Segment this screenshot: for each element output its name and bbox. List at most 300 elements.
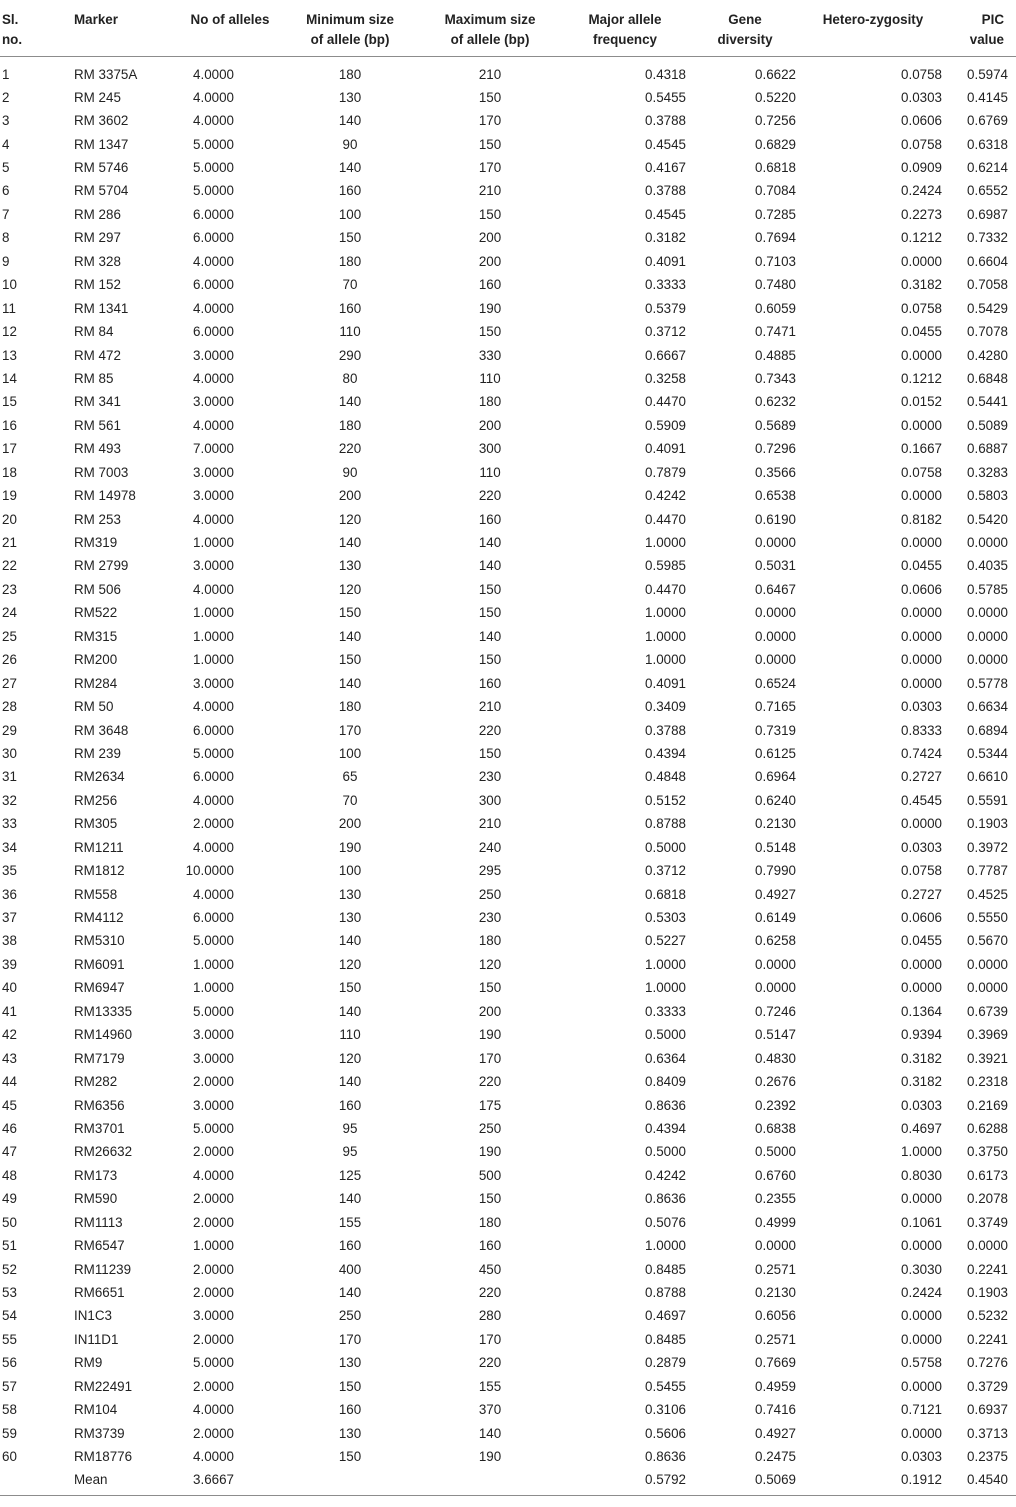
heterozygosity-cell: 0.2727 (901, 886, 942, 902)
pic-value-cell: 0.2241 (967, 1331, 1008, 1347)
min-size-cell: 120 (338, 511, 362, 527)
major-allele-frequency-cell: 1.0000 (645, 1238, 686, 1254)
pic-value-cell: 0.7058 (967, 277, 1008, 293)
min-size-cell: 140 (338, 113, 362, 129)
table-row (0, 1187, 1016, 1210)
heterozygosity-cell: 0.4697 (901, 1120, 942, 1136)
gene-diversity-cell: 0.2571 (755, 1261, 796, 1277)
table-body (0, 56, 1016, 1496)
min-size-cell: 160 (338, 300, 362, 316)
marker-cell: RM13335 (74, 1003, 133, 1019)
no-of-alleles-cell: 4.0000 (193, 581, 234, 597)
max-size-cell: 230 (478, 910, 502, 926)
pic-value-cell: 0.6318 (967, 136, 1008, 152)
max-size-cell: 210 (478, 699, 502, 715)
major-allele-frequency-cell: 0.6667 (645, 347, 686, 363)
no-of-alleles-cell: 4.0000 (193, 1167, 234, 1183)
heterozygosity-cell: 0.2273 (901, 206, 942, 222)
min-size-cell (280, 1468, 420, 1496)
table-row (0, 132, 1016, 155)
heterozygosity-cell: 0.4545 (901, 792, 942, 808)
max-size-cell: 220 (478, 1074, 502, 1090)
no-of-alleles-cell: 4.0000 (193, 300, 234, 316)
gene-diversity-cell: 0.2130 (755, 1285, 796, 1301)
min-size-cell: 200 (338, 816, 362, 832)
marker-cell: RM558 (74, 886, 118, 902)
major-allele-frequency-cell: 0.4091 (645, 441, 686, 457)
pic-value-cell: 0.5429 (967, 300, 1008, 316)
min-size-cell: 160 (338, 183, 362, 199)
no-of-alleles-cell: 2.0000 (193, 1191, 234, 1207)
pic-value-cell: 0.0000 (967, 652, 1008, 668)
marker-cell: RM6651 (74, 1285, 125, 1301)
max-size-cell: 150 (478, 980, 502, 996)
min-size-cell: 180 (338, 699, 362, 715)
gene-diversity-cell: 0.7480 (755, 277, 796, 293)
pic-value-cell: 0.2375 (967, 1449, 1008, 1465)
major-allele-frequency-cell: 0.8636 (645, 1191, 686, 1207)
marker-cell: RM256 (74, 792, 118, 808)
max-size-cell: 240 (478, 839, 502, 855)
max-size-cell: 150 (478, 89, 502, 105)
max-size-cell: 160 (478, 675, 502, 691)
no-of-alleles-cell: 2.0000 (193, 816, 234, 832)
table-row (0, 156, 1016, 179)
pic-value-cell: 0.0000 (967, 956, 1008, 972)
heterozygosity-cell: 0.0303 (901, 699, 942, 715)
sl-no-cell: 3 (2, 113, 10, 129)
heterozygosity-cell: 0.8030 (901, 1167, 942, 1183)
min-size-cell: 155 (338, 1214, 362, 1230)
sl-no-cell: 13 (2, 347, 17, 363)
no-of-alleles-cell: 7.0000 (193, 441, 234, 457)
marker-cell: RM3701 (74, 1120, 125, 1136)
no-of-alleles-cell: 1.0000 (193, 980, 234, 996)
col-header-major-allele-frequency: Major allele frequency (560, 0, 690, 56)
table-row (0, 1140, 1016, 1163)
heterozygosity-cell: 0.3182 (901, 277, 942, 293)
sl-no-cell: 34 (2, 839, 17, 855)
gene-diversity-cell: 0.7416 (755, 1402, 796, 1418)
major-allele-frequency-cell: 0.7879 (645, 464, 686, 480)
major-allele-frequency-cell: 0.5909 (645, 417, 686, 433)
major-allele-frequency-cell: 0.8485 (645, 1331, 686, 1347)
major-allele-frequency-cell: 0.4470 (645, 394, 686, 410)
table-row (0, 367, 1016, 390)
table-row (0, 1046, 1016, 1069)
pic-value-cell: 0.6610 (967, 769, 1008, 785)
heterozygosity-cell: 0.7424 (901, 745, 942, 761)
gene-diversity-cell: 0.6622 (755, 66, 796, 82)
major-allele-frequency-cell: 0.5606 (645, 1425, 686, 1441)
table-row (0, 1093, 1016, 1116)
pic-value-cell: 0.6739 (967, 1003, 1008, 1019)
major-allele-frequency-cell: 0.5792 (560, 1468, 690, 1496)
no-of-alleles-cell: 5.0000 (193, 136, 234, 152)
heterozygosity-cell: 0.3182 (901, 1074, 942, 1090)
sl-no-cell: 17 (2, 441, 17, 457)
table-row (0, 390, 1016, 413)
pic-value-cell: 0.4525 (967, 886, 1008, 902)
min-size-cell: 140 (338, 160, 362, 176)
marker-cell: RM 3648 (74, 722, 129, 738)
no-of-alleles-cell: 5.0000 (193, 160, 234, 176)
min-size-cell: 200 (338, 488, 362, 504)
major-allele-frequency-cell: 0.6364 (645, 1050, 686, 1066)
gene-diversity-cell: 0.6818 (755, 160, 796, 176)
gene-diversity-cell: 0.6240 (755, 792, 796, 808)
col-header-min-size: Minimum size of allele (bp) (280, 0, 420, 56)
sl-no-cell: 32 (2, 792, 17, 808)
major-allele-frequency-cell: 0.3106 (645, 1402, 686, 1418)
pic-value-cell: 0.4145 (967, 89, 1008, 105)
marker-cell: RM305 (74, 816, 118, 832)
gene-diversity-cell: 0.6964 (755, 769, 796, 785)
heterozygosity-cell: 0.0606 (901, 581, 942, 597)
no-of-alleles-cell: 1.0000 (193, 1238, 234, 1254)
major-allele-frequency-cell: 0.8409 (645, 1074, 686, 1090)
table-row (0, 1234, 1016, 1257)
gene-diversity-cell: 0.6190 (755, 511, 796, 527)
sl-no-cell: 31 (2, 769, 17, 785)
sl-no-cell: 15 (2, 394, 17, 410)
heterozygosity-cell: 0.0000 (901, 253, 942, 269)
max-size-cell: 160 (478, 1238, 502, 1254)
pic-value-cell: 0.4280 (967, 347, 1008, 363)
gene-diversity-cell: 0.0000 (755, 535, 796, 551)
table-row (0, 203, 1016, 226)
major-allele-frequency-cell: 0.3258 (645, 370, 686, 386)
table-row (0, 296, 1016, 319)
marker-cell: RM 2799 (74, 558, 129, 574)
no-of-alleles-cell: 1.0000 (193, 628, 234, 644)
gene-diversity-cell: 0.0000 (755, 628, 796, 644)
sl-no-cell: 23 (2, 581, 17, 597)
gene-diversity-cell: 0.4959 (755, 1378, 796, 1394)
marker-cell: RM315 (74, 628, 118, 644)
sl-no-cell: 10 (2, 277, 17, 293)
major-allele-frequency-cell: 0.5000 (645, 839, 686, 855)
major-allele-frequency-cell: 0.5152 (645, 792, 686, 808)
min-size-cell: 90 (342, 464, 358, 480)
sl-no-cell: 45 (2, 1097, 17, 1113)
marker-cell: RM 561 (74, 417, 121, 433)
marker-cell: RM1812 (74, 863, 125, 879)
max-size-cell: 190 (478, 300, 502, 316)
gene-diversity-cell: 0.2392 (755, 1097, 796, 1113)
max-size-cell: 220 (478, 488, 502, 504)
sl-no-cell: 1 (2, 66, 10, 82)
marker-cell: RM 3375A (74, 66, 138, 82)
pic-value-cell: 0.6288 (967, 1120, 1008, 1136)
heterozygosity-cell: 0.5758 (901, 1355, 942, 1371)
pic-value-cell: 0.5785 (967, 581, 1008, 597)
max-size-cell: 200 (478, 253, 502, 269)
marker-cell: RM 493 (74, 441, 121, 457)
gene-diversity-cell: 0.7246 (755, 1003, 796, 1019)
no-of-alleles-cell: 1.0000 (193, 652, 234, 668)
table-row (0, 1211, 1016, 1234)
marker-cell: RM 297 (74, 230, 121, 246)
min-size-cell: 65 (342, 769, 358, 785)
sl-no-cell: 12 (2, 324, 17, 340)
major-allele-frequency-cell: 0.5000 (645, 1144, 686, 1160)
table-row (0, 226, 1016, 249)
gene-diversity-cell: 0.6524 (755, 675, 796, 691)
min-size-cell: 95 (342, 1144, 358, 1160)
min-size-cell: 140 (338, 394, 362, 410)
no-of-alleles-cell: 4.0000 (193, 113, 234, 129)
no-of-alleles-cell: 5.0000 (193, 1355, 234, 1371)
major-allele-frequency-cell: 0.4394 (645, 1120, 686, 1136)
min-size-cell: 140 (338, 1285, 362, 1301)
major-allele-frequency-cell: 0.4242 (645, 1167, 686, 1183)
major-allele-frequency-cell: 0.4470 (645, 581, 686, 597)
no-of-alleles-cell: 2.0000 (193, 1144, 234, 1160)
marker-cell: RM 7003 (74, 464, 129, 480)
heterozygosity-cell: 0.3030 (901, 1261, 942, 1277)
table-row (0, 56, 1016, 86)
col-header-gene-diversity: Gene diversity (690, 0, 800, 56)
gene-diversity-cell: 0.7990 (755, 863, 796, 879)
heterozygosity-cell: 0.3182 (901, 1050, 942, 1066)
min-size-cell: 170 (338, 722, 362, 738)
sl-no-cell: 2 (2, 89, 10, 105)
heterozygosity-cell: 0.0000 (901, 1425, 942, 1441)
marker-cell: RM 286 (74, 206, 121, 222)
pic-value-cell: 0.6987 (967, 206, 1008, 222)
max-size-cell: 150 (478, 652, 502, 668)
no-of-alleles-cell: 5.0000 (193, 933, 234, 949)
marker-cell: RM6356 (74, 1097, 125, 1113)
max-size-cell: 150 (478, 324, 502, 340)
heterozygosity-cell: 0.7121 (901, 1402, 942, 1418)
sl-no-cell: 18 (2, 464, 17, 480)
table-row (0, 320, 1016, 343)
table-row (0, 343, 1016, 366)
min-size-cell: 140 (338, 675, 362, 691)
sl-no-cell: 54 (2, 1308, 17, 1324)
sl-no-cell: 5 (2, 160, 10, 176)
marker-cell: RM319 (74, 535, 118, 551)
major-allele-frequency-cell: 1.0000 (645, 605, 686, 621)
min-size-cell: 120 (338, 956, 362, 972)
marker-cell: RM1113 (74, 1214, 123, 1230)
heterozygosity-cell: 0.0000 (901, 1308, 942, 1324)
major-allele-frequency-cell: 0.5000 (645, 1027, 686, 1043)
sl-no-cell: 55 (2, 1331, 17, 1347)
max-size-cell: 180 (478, 1214, 502, 1230)
pic-value-cell: 0.6634 (967, 699, 1008, 715)
no-of-alleles-cell: 6.0000 (193, 769, 234, 785)
no-of-alleles-cell: 3.0000 (193, 558, 234, 574)
marker-cell: RM 328 (74, 253, 121, 269)
table-row (0, 742, 1016, 765)
max-size-cell: 190 (478, 1449, 502, 1465)
marker-cell: IN11D1 (74, 1331, 119, 1347)
marker-cell: RM200 (74, 652, 118, 668)
sl-no-cell: 26 (2, 652, 17, 668)
min-size-cell: 130 (338, 910, 362, 926)
table-row (0, 882, 1016, 905)
min-size-cell: 100 (338, 206, 362, 222)
table-row (0, 648, 1016, 671)
max-size-cell (420, 1468, 560, 1496)
min-size-cell: 130 (338, 886, 362, 902)
min-size-cell: 130 (338, 1425, 362, 1441)
max-size-cell: 170 (478, 1331, 502, 1347)
max-size-cell: 180 (478, 933, 502, 949)
min-size-cell: 90 (342, 136, 358, 152)
table-row (0, 484, 1016, 507)
min-size-cell: 190 (338, 839, 362, 855)
gene-diversity-cell: 0.5148 (755, 839, 796, 855)
gene-diversity-cell: 0.6538 (755, 488, 796, 504)
pic-value-cell: 0.3729 (967, 1378, 1008, 1394)
pic-value-cell: 0.6552 (967, 183, 1008, 199)
sl-no-cell: 28 (2, 699, 17, 715)
heterozygosity-cell: 0.1364 (901, 1003, 942, 1019)
pic-value-cell: 0.5591 (967, 792, 1008, 808)
gene-diversity-cell: 0.5220 (755, 89, 796, 105)
heterozygosity-cell: 0.0303 (901, 839, 942, 855)
min-size-cell: 150 (338, 980, 362, 996)
min-size-cell: 150 (338, 652, 362, 668)
max-size-cell: 220 (478, 722, 502, 738)
pic-value-cell: 0.7078 (967, 324, 1008, 340)
min-size-cell: 120 (338, 1050, 362, 1066)
max-size-cell: 120 (478, 956, 502, 972)
max-size-cell: 140 (478, 558, 502, 574)
major-allele-frequency-cell: 0.2879 (645, 1355, 686, 1371)
col-header-sl-no: Sl. no. (0, 0, 70, 56)
no-of-alleles-cell: 6.0000 (193, 910, 234, 926)
max-size-cell: 280 (478, 1308, 502, 1324)
sl-no-cell: 46 (2, 1120, 17, 1136)
marker-cell: RM 50 (74, 699, 114, 715)
sl-no-cell: 7 (2, 206, 10, 222)
gene-diversity-cell: 0.0000 (755, 956, 796, 972)
pic-value-cell: 0.3969 (967, 1027, 1008, 1043)
heterozygosity-cell: 0.0303 (901, 1097, 942, 1113)
max-size-cell: 450 (478, 1261, 502, 1277)
col-header-marker: Marker (70, 0, 180, 56)
marker-cell: RM282 (74, 1074, 118, 1090)
pic-value-cell: 0.6769 (967, 113, 1008, 129)
table-row (0, 250, 1016, 273)
table-row (0, 414, 1016, 437)
sl-no-cell: 11 (2, 300, 16, 316)
pic-value-cell: 0.7332 (967, 230, 1008, 246)
max-size-cell: 330 (478, 347, 502, 363)
heterozygosity-cell: 0.0000 (901, 417, 942, 433)
gene-diversity-cell: 0.3566 (755, 464, 796, 480)
marker-cell: Mean (70, 1468, 180, 1496)
gene-diversity-cell: 0.2571 (755, 1331, 796, 1347)
table-row (0, 437, 1016, 460)
table-row (0, 765, 1016, 788)
pic-value-cell: 0.2169 (967, 1097, 1008, 1113)
pic-value-cell: 0.5670 (967, 933, 1008, 949)
min-size-cell: 150 (338, 1449, 362, 1465)
table-row (0, 1117, 1016, 1140)
pic-value-cell: 0.5778 (967, 675, 1008, 691)
pic-value-cell: 0.2078 (967, 1191, 1008, 1207)
gene-diversity-cell: 0.5000 (755, 1144, 796, 1160)
marker-cell: RM 341 (74, 394, 121, 410)
major-allele-frequency-cell: 0.5303 (645, 910, 686, 926)
table-row (0, 1375, 1016, 1398)
pic-value-cell: 0.3713 (967, 1425, 1008, 1441)
heterozygosity-cell: 0.0000 (901, 605, 942, 621)
no-of-alleles-cell: 3.0000 (193, 488, 234, 504)
marker-cell: IN1C3 (74, 1308, 112, 1324)
gene-diversity-cell: 0.4927 (755, 886, 796, 902)
heterozygosity-cell: 0.0758 (901, 136, 942, 152)
table-row (0, 671, 1016, 694)
sl-no-cell: 41 (2, 1003, 17, 1019)
max-size-cell: 200 (478, 230, 502, 246)
col-header-no-of-alleles: No of alleles (180, 0, 280, 56)
major-allele-frequency-cell: 0.3712 (645, 324, 686, 340)
no-of-alleles-cell: 4.0000 (193, 1402, 234, 1418)
sl-no-cell: 58 (2, 1402, 17, 1418)
no-of-alleles-cell: 3.0000 (193, 394, 234, 410)
table-row (0, 789, 1016, 812)
heterozygosity-cell: 0.1667 (901, 441, 942, 457)
sl-no-cell: 25 (2, 628, 17, 644)
pic-value-cell: 0.3749 (967, 1214, 1008, 1230)
major-allele-frequency-cell: 0.8788 (645, 1285, 686, 1301)
min-size-cell: 150 (338, 605, 362, 621)
gene-diversity-cell: 0.7669 (755, 1355, 796, 1371)
gene-diversity-cell: 0.7343 (755, 370, 796, 386)
min-size-cell: 160 (338, 1402, 362, 1418)
heterozygosity-cell: 0.0000 (901, 956, 942, 972)
gene-diversity-cell: 0.7694 (755, 230, 796, 246)
no-of-alleles-cell: 3.0000 (193, 1097, 234, 1113)
gene-diversity-cell: 0.7319 (755, 722, 796, 738)
max-size-cell: 150 (478, 745, 502, 761)
no-of-alleles-cell: 1.0000 (193, 535, 234, 551)
major-allele-frequency-cell: 0.4167 (645, 160, 686, 176)
max-size-cell: 160 (478, 511, 502, 527)
no-of-alleles-cell: 3.6667 (180, 1468, 280, 1496)
header-row (0, 0, 1016, 56)
major-allele-frequency-cell: 0.3788 (645, 722, 686, 738)
gene-diversity-cell: 0.6125 (755, 745, 796, 761)
gene-diversity-cell: 0.7084 (755, 183, 796, 199)
no-of-alleles-cell: 6.0000 (193, 206, 234, 222)
no-of-alleles-cell: 3.0000 (193, 1027, 234, 1043)
max-size-cell: 180 (478, 394, 502, 410)
max-size-cell: 150 (478, 136, 502, 152)
gene-diversity-cell: 0.5031 (755, 558, 796, 574)
marker-cell: RM5310 (74, 933, 125, 949)
marker-cell: RM18776 (74, 1449, 133, 1465)
major-allele-frequency-cell: 0.8788 (645, 816, 686, 832)
major-allele-frequency-cell: 0.3712 (645, 863, 686, 879)
pic-value-cell: 0.3972 (967, 839, 1008, 855)
max-size-cell: 140 (478, 1425, 502, 1441)
pic-value-cell: 0.5974 (967, 66, 1008, 82)
min-size-cell: 400 (338, 1261, 362, 1277)
no-of-alleles-cell: 6.0000 (193, 277, 234, 293)
min-size-cell: 140 (338, 628, 362, 644)
table-row (0, 578, 1016, 601)
sl-no-cell: 59 (2, 1425, 17, 1441)
gene-diversity-cell: 0.7103 (755, 253, 796, 269)
